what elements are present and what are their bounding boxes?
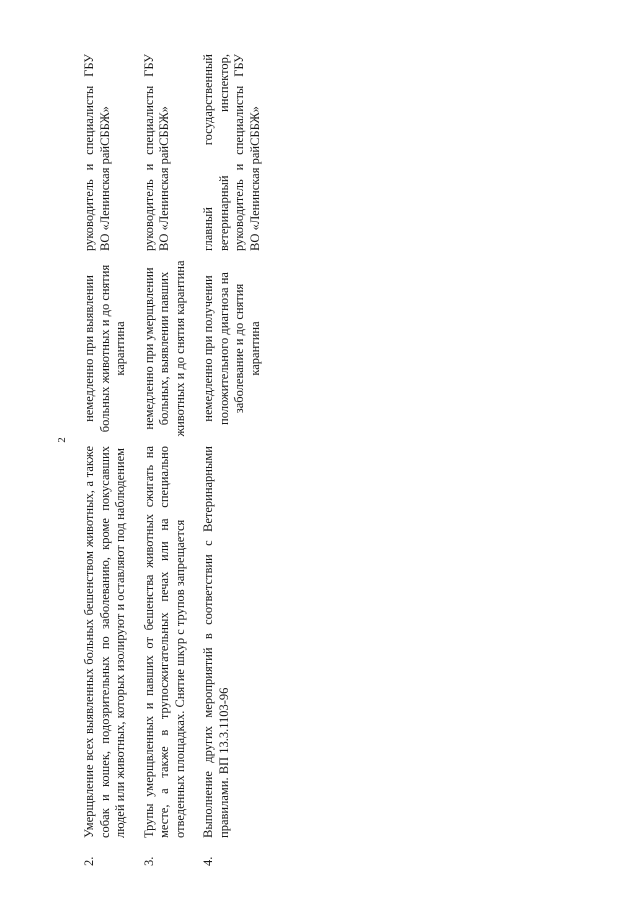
- measure-text: Выполнение других мероприятий в соответствии с Ветеринарными правилами. ВП 13.3.1103-96: [201, 446, 231, 838]
- responsible-text: руководитель и специалисты ГБУ ВО «Ленинская райСББЖ»: [82, 54, 112, 251]
- term-text: немедленно при умерщвлении больных, выявлении павших животных и до снятия карантина: [141, 260, 187, 437]
- term-text: немедленно при получении положительного диагноза на заболевание и до снятия карантина: [201, 272, 262, 425]
- table-row: [198, 50, 273, 870]
- table-row: [79, 50, 139, 870]
- rotated-landscape-content: [55, 10, 395, 870]
- table-row: [139, 50, 199, 870]
- term-text: немедленно при выявлении больных животных и до снятия карантина: [82, 264, 127, 433]
- row-number: 2.: [82, 856, 96, 866]
- page-number: 2: [56, 437, 68, 443]
- measure-text: Трупы умерщвленных и павших от бешенства животных сжигать на месте, а также в трупосжигательных печах или на специально отведенных площадках. Снятие шкур с трупов запрещается: [141, 446, 187, 838]
- measure-text: Умерщвление всех выявленных больных бешенством животных, а также собак и кошек, подозрительных по заболеванию, кроме покусавших людей или животных, которых изолируют и оставляют под наблюдением: [82, 446, 127, 838]
- row-number: 4.: [201, 856, 215, 866]
- row-number: 3.: [141, 856, 156, 866]
- measures-table: [79, 50, 273, 870]
- responsible-text: главный государственный ветеринарный инспектор, руководитель и специалисты ГБУ ВО «Ленинская райСББЖ»: [201, 54, 262, 251]
- responsible-text: руководитель и специалисты ГБУ ВО «Ленинская райСББЖ»: [141, 54, 171, 251]
